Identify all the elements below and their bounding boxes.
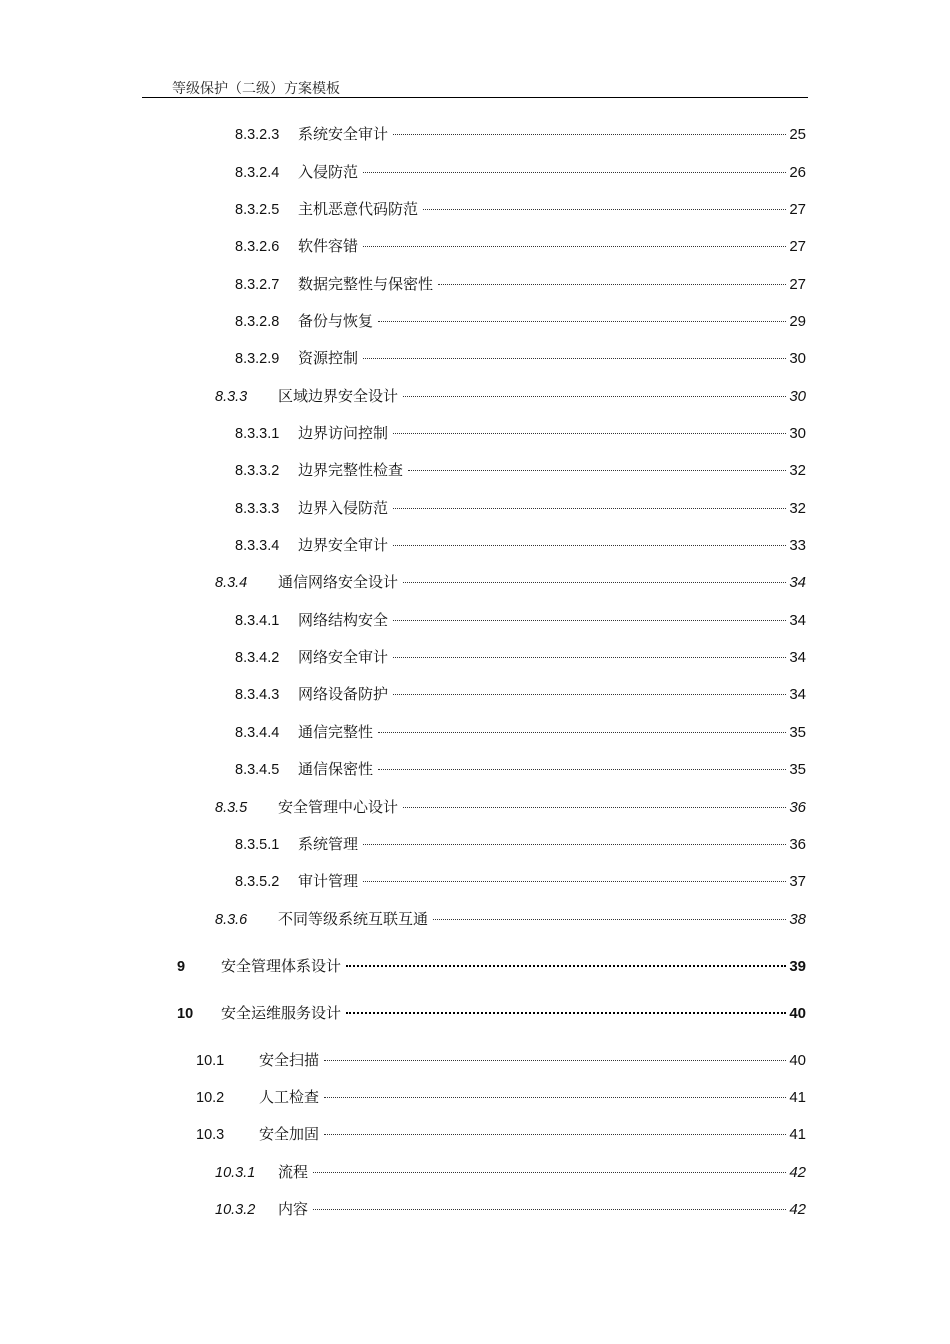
toc-entry-page: 30 xyxy=(789,388,806,405)
toc-entry[interactable] xyxy=(235,162,806,183)
toc-entry-page: 26 xyxy=(789,164,806,181)
toc-leader-dots xyxy=(393,508,786,509)
toc-entry-number: 8.3.2.8 xyxy=(235,314,280,330)
toc-entry[interactable] xyxy=(235,871,806,892)
toc-entry[interactable] xyxy=(215,1162,806,1183)
toc-leader-dots xyxy=(393,694,786,695)
toc-entry-page: 41 xyxy=(789,1089,806,1106)
toc-leader-dots xyxy=(324,1060,786,1061)
toc-entry-page: 38 xyxy=(789,911,806,928)
toc-entry-title: 人工检查 xyxy=(259,1088,320,1106)
toc-entry[interactable] xyxy=(215,797,806,818)
toc-leader-dots xyxy=(423,209,786,210)
toc-entry-title: 通信网络安全设计 xyxy=(278,573,399,591)
toc-entry[interactable] xyxy=(235,759,806,780)
toc-entry-number: 8.3.5.2 xyxy=(235,874,280,890)
toc-entry[interactable] xyxy=(177,956,806,977)
toc-entry-number: 10.2 xyxy=(196,1090,225,1106)
toc-entry-number: 8.3.4.2 xyxy=(235,650,280,666)
toc-entry-page: 36 xyxy=(789,799,806,816)
toc-entry-title: 通信保密性 xyxy=(298,760,374,778)
toc-leader-dots xyxy=(403,396,786,397)
toc-entry-number: 10.3.1 xyxy=(215,1165,256,1181)
toc-entry-title: 审计管理 xyxy=(298,872,359,890)
toc-entry-title: 安全加固 xyxy=(259,1125,320,1143)
toc-leader-dots xyxy=(403,807,786,808)
toc-entry-page: 40 xyxy=(789,1052,806,1069)
toc-entry-title: 安全运维服务设计 xyxy=(221,1004,342,1022)
toc-leader-dots xyxy=(393,620,786,621)
toc-entry-number: 8.3.3.4 xyxy=(235,538,280,554)
toc-entry-title: 入侵防范 xyxy=(298,163,359,181)
toc-entry-page: 39 xyxy=(789,958,806,975)
toc-entry-page: 32 xyxy=(789,500,806,517)
toc-entry-number: 8.3.2.6 xyxy=(235,239,280,255)
toc-entry[interactable] xyxy=(177,1003,806,1024)
toc-entry[interactable] xyxy=(215,1199,806,1220)
toc-entry[interactable] xyxy=(235,274,806,295)
toc-entry-number: 8.3.4.4 xyxy=(235,725,280,741)
toc-entry-page: 42 xyxy=(789,1201,806,1218)
toc-entry-title: 边界完整性检查 xyxy=(298,461,404,479)
toc-entry-page: 35 xyxy=(789,724,806,741)
toc-entry[interactable] xyxy=(215,909,806,930)
toc-entry-page: 30 xyxy=(789,425,806,442)
toc-entry-title: 安全扫描 xyxy=(259,1051,320,1069)
toc-leader-dots xyxy=(346,965,786,967)
toc-entry-page: 34 xyxy=(789,574,806,591)
toc-leader-dots xyxy=(408,470,786,471)
toc-leader-dots xyxy=(433,919,786,920)
toc-leader-dots xyxy=(363,172,786,173)
toc-leader-dots xyxy=(393,134,786,135)
toc-entry-title: 网络设备防护 xyxy=(298,685,389,703)
toc-entry-number: 8.3.3.1 xyxy=(235,426,280,442)
toc-entry[interactable] xyxy=(235,684,806,705)
toc-entry[interactable] xyxy=(196,1050,806,1071)
toc-entry-title: 边界入侵防范 xyxy=(298,499,389,517)
toc-entry-title: 安全管理中心设计 xyxy=(278,798,399,816)
toc-entry-title: 通信完整性 xyxy=(298,723,374,741)
toc-entry[interactable] xyxy=(235,348,806,369)
toc-entry[interactable] xyxy=(235,423,806,444)
toc-entry-page: 27 xyxy=(789,238,806,255)
toc-entry-title: 系统管理 xyxy=(298,835,359,853)
toc-entry-number: 10.1 xyxy=(196,1053,225,1069)
toc-entry-number: 8.3.2.3 xyxy=(235,127,280,143)
toc-entry-title: 边界安全审计 xyxy=(298,536,389,554)
toc-entry-number: 10.3.2 xyxy=(215,1202,256,1218)
toc-entry-number: 9 xyxy=(177,959,186,975)
toc-entry-number: 8.3.2.4 xyxy=(235,165,280,181)
toc-entry-page: 35 xyxy=(789,761,806,778)
toc-entry-title: 流程 xyxy=(278,1163,309,1181)
toc-entry[interactable] xyxy=(235,199,806,220)
toc-entry[interactable] xyxy=(235,610,806,631)
toc-entry-page: 40 xyxy=(789,1005,806,1022)
toc-entry-number: 10 xyxy=(177,1006,194,1022)
toc-entry[interactable] xyxy=(235,498,806,519)
toc-entry-number: 8.3.3.2 xyxy=(235,463,280,479)
toc-entry-title: 不同等级系统互联互通 xyxy=(278,910,429,928)
toc-entry-title: 区域边界安全设计 xyxy=(278,387,399,405)
toc-leader-dots xyxy=(393,433,786,434)
toc-entry-title: 系统安全审计 xyxy=(298,125,389,143)
toc-entry-number: 8.3.5.1 xyxy=(235,837,280,853)
toc-entry[interactable] xyxy=(235,722,806,743)
toc-leader-dots xyxy=(438,284,786,285)
toc-entry-page: 41 xyxy=(789,1126,806,1143)
toc-entry-title: 软件容错 xyxy=(298,237,359,255)
toc-entry[interactable] xyxy=(235,124,806,145)
toc-entry-title: 边界访问控制 xyxy=(298,424,389,442)
toc-entry[interactable] xyxy=(196,1124,806,1145)
toc-entry-page: 27 xyxy=(789,201,806,218)
toc-entry-number: 8.3.3.3 xyxy=(235,501,280,517)
toc-leader-dots xyxy=(363,358,786,359)
toc-entry-number: 8.3.4.5 xyxy=(235,762,280,778)
toc-entry-number: 8.3.6 xyxy=(215,912,248,928)
toc-entry-page: 30 xyxy=(789,350,806,367)
toc-entry[interactable] xyxy=(235,311,806,332)
toc-entry-number: 8.3.4.3 xyxy=(235,687,280,703)
toc-leader-dots xyxy=(324,1134,786,1135)
toc-entry-number: 8.3.4.1 xyxy=(235,613,280,629)
toc-entry[interactable] xyxy=(235,236,806,257)
toc-leader-dots xyxy=(363,881,786,882)
toc-entry-title: 资源控制 xyxy=(298,349,359,367)
toc-entry-page: 37 xyxy=(789,873,806,890)
toc-entry-title: 备份与恢复 xyxy=(298,312,374,330)
toc-leader-dots xyxy=(363,844,786,845)
toc-entry-number: 8.3.2.7 xyxy=(235,277,280,293)
toc-entry[interactable] xyxy=(235,460,806,481)
toc-entry-page: 27 xyxy=(789,276,806,293)
toc-entry-number: 8.3.5 xyxy=(215,800,248,816)
toc-leader-dots xyxy=(378,321,786,322)
toc-entry[interactable] xyxy=(235,535,806,556)
toc-entry-page: 34 xyxy=(789,686,806,703)
toc-entry-page: 29 xyxy=(789,313,806,330)
toc-entry-title: 网络安全审计 xyxy=(298,648,389,666)
toc-entry-number: 10.3 xyxy=(196,1127,225,1143)
toc-leader-dots xyxy=(378,769,786,770)
toc-entry-page: 36 xyxy=(789,836,806,853)
toc-entry-page: 34 xyxy=(789,649,806,666)
toc-entry-page: 25 xyxy=(789,126,806,143)
toc-leader-dots xyxy=(313,1209,786,1210)
toc-entry[interactable] xyxy=(235,647,806,668)
toc-leader-dots xyxy=(324,1097,786,1098)
toc-leader-dots xyxy=(363,246,786,247)
toc-entry-number: 8.3.2.5 xyxy=(235,202,280,218)
toc-leader-dots xyxy=(346,1012,786,1014)
toc-leader-dots xyxy=(393,545,786,546)
toc-entry-title: 内容 xyxy=(278,1200,309,1218)
toc-entry-number: 8.3.2.9 xyxy=(235,351,280,367)
toc-leader-dots xyxy=(378,732,786,733)
toc-entry-page: 42 xyxy=(789,1164,806,1181)
toc-leader-dots xyxy=(403,582,786,583)
toc-entry-page: 34 xyxy=(789,612,806,629)
toc-entry[interactable] xyxy=(215,386,806,407)
toc-entry-title: 数据完整性与保密性 xyxy=(298,275,434,293)
toc-entry[interactable] xyxy=(215,572,806,593)
toc-entry-number: 8.3.4 xyxy=(215,575,248,591)
toc-entry-page: 33 xyxy=(789,537,806,554)
toc-entry-number: 8.3.3 xyxy=(215,389,248,405)
toc-entry[interactable] xyxy=(235,834,806,855)
toc-leader-dots xyxy=(313,1172,786,1173)
toc-entry-page: 32 xyxy=(789,462,806,479)
toc-entry-title: 网络结构安全 xyxy=(298,611,389,629)
header-title: 等级保护（二级）方案模板 xyxy=(172,81,340,97)
toc-leader-dots xyxy=(393,657,786,658)
toc-entry-title: 安全管理体系设计 xyxy=(221,957,342,975)
toc-entry-title: 主机恶意代码防范 xyxy=(298,200,419,218)
header-rule xyxy=(142,97,808,98)
toc-entry[interactable] xyxy=(196,1087,806,1108)
